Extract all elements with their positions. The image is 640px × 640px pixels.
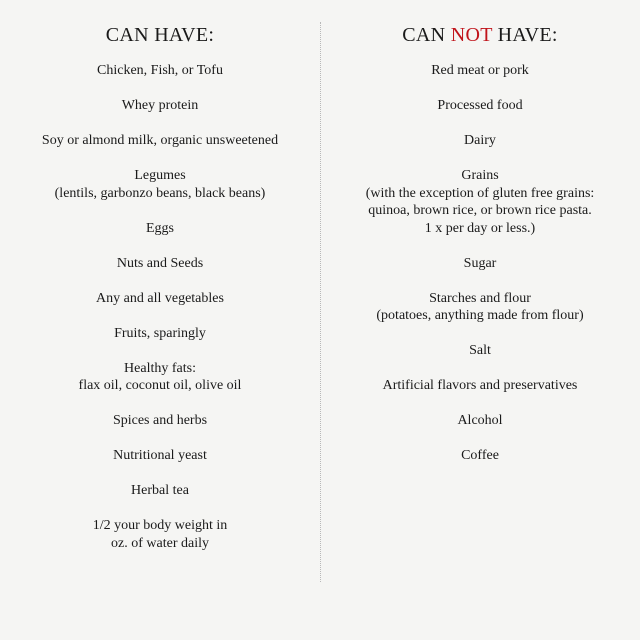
can-not-have-list xyxy=(320,62,640,465)
list-item xyxy=(320,62,640,80)
list-item xyxy=(0,360,320,395)
title-not: NOT xyxy=(450,24,493,46)
list-item-line: Starches and flour xyxy=(429,290,531,306)
list-item-line: Eggs xyxy=(146,220,174,236)
can-have-column xyxy=(0,22,320,570)
list-item xyxy=(0,97,320,115)
list-item xyxy=(0,220,320,238)
list-item-line: Alcohol xyxy=(457,413,503,428)
list-item xyxy=(320,290,640,325)
list-item-line: (lentils, garbonzo beans, black beans) xyxy=(54,185,266,201)
list-item xyxy=(0,290,320,308)
list-item-line: Dairy xyxy=(464,133,496,148)
list-item-line: Healthy fats: xyxy=(124,360,196,376)
list-item xyxy=(0,517,320,552)
list-item-line: Grains xyxy=(461,168,499,183)
can-not-have-title xyxy=(320,22,640,48)
list-item-line: Salt xyxy=(469,343,491,358)
list-item-line: Nuts and Seeds xyxy=(116,255,204,271)
list-item-line: (with the exception of gluten free grains: xyxy=(365,185,595,201)
list-item xyxy=(320,377,640,395)
list-item-line: Nutritional yeast xyxy=(113,448,207,463)
list-item-line: Processed food xyxy=(437,98,523,113)
list-item xyxy=(320,447,640,465)
can-not-have-column xyxy=(320,22,640,482)
list-item-line: Whey protein xyxy=(121,98,199,113)
list-item-line: Herbal tea xyxy=(131,483,189,498)
list-item-line: Artificial flavors and preservatives xyxy=(382,378,578,393)
list-item xyxy=(0,412,320,430)
list-item xyxy=(320,132,640,150)
list-item xyxy=(320,167,640,237)
list-item-line: (potatoes, anything made from flour) xyxy=(376,308,584,323)
list-item xyxy=(0,167,320,202)
title-can: CAN xyxy=(402,24,451,46)
list-item xyxy=(0,325,320,343)
list-item-line: flax oil, coconut oil, olive oil xyxy=(78,378,242,393)
list-item-line: Legumes xyxy=(134,168,186,183)
list-item-line: Chicken, Fish, or Tofu xyxy=(97,63,223,78)
list-item-line: Soy or almond milk, organic unsweetened xyxy=(41,133,279,148)
list-item xyxy=(0,447,320,465)
list-item xyxy=(0,482,320,500)
list-item-line: Any and all vegetables xyxy=(96,290,224,306)
list-item-line: Coffee xyxy=(461,448,499,463)
can-have-title: CAN HAVE: xyxy=(105,24,215,46)
list-item-line: quinoa, brown rice, or brown rice pasta. xyxy=(368,203,592,218)
can-have-list xyxy=(0,62,320,552)
title-have: HAVE: xyxy=(492,24,558,46)
list-item xyxy=(0,132,320,150)
list-item-line: Spices and herbs xyxy=(112,413,208,428)
list-item xyxy=(320,97,640,115)
list-item xyxy=(0,255,320,273)
list-item-line: Red meat or pork xyxy=(431,63,529,78)
list-item-line: 1/2 your body weight in xyxy=(92,518,228,533)
list-item xyxy=(0,62,320,80)
list-item xyxy=(320,255,640,273)
list-item-line: Fruits, sparingly xyxy=(114,325,206,341)
list-item xyxy=(320,342,640,360)
list-item-line: Sugar xyxy=(463,255,497,271)
list-item-line: 1 x per day or less.) xyxy=(424,220,536,236)
list-item xyxy=(320,412,640,430)
list-item-line: oz. of water daily xyxy=(111,535,209,551)
